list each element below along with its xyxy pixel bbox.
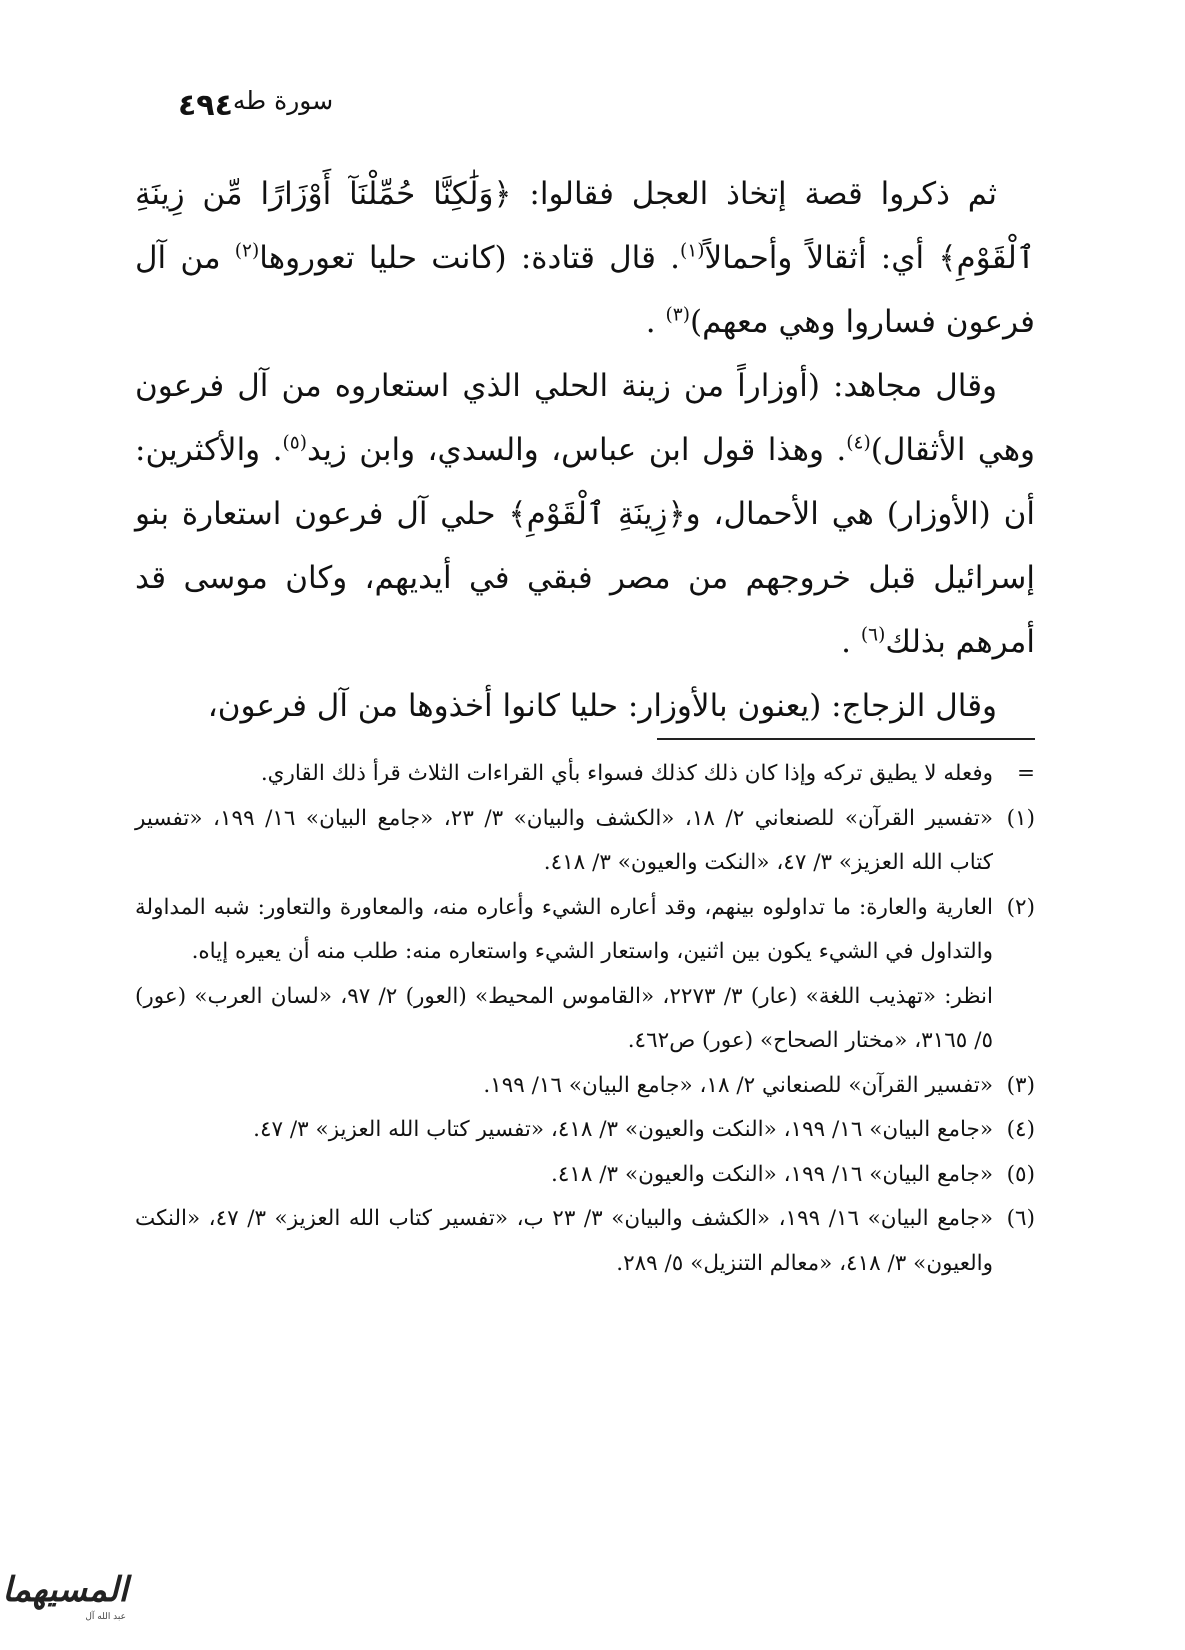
text-run: . <box>841 624 861 660</box>
footnote-text: انظر: «تهذيب اللغة» (عار) ٣/ ٢٢٧٣، «القاموس المحيط» (العور) ٢/ ٩٧، «لسان العرب» (عور) ٥/ ٣١٦٥، «مختار الصحاح» (عور) ص٤٦٢. <box>135 983 993 1053</box>
footnote-mark: (٤) <box>1006 1117 1035 1142</box>
footnote-text: «جامع البيان» ١٦/ ١٩٩، «النكت والعيون» ٣/ ٤١٨، «تفسير كتاب الله العزيز» ٣/ ٤٧. <box>253 1117 993 1142</box>
text-run: . قال قتادة: (كانت حليا تعوروها <box>259 240 681 276</box>
text-run: ثم ذكروا قصة إتخاذ العجل فقالوا: ﴿وَلَٰكِنَّا حُمِّلْنَآ أَوْزَارًا مِّن زِينَةِ ٱلْقَوْمِ﴾ أي: أثقالاً وأحمالاً <box>135 176 1035 276</box>
footnote-ref-2: (٢) <box>234 240 260 262</box>
footnote-text: «جامع البيان» ١٦/ ١٩٩، «النكت والعيون» ٣/ ٤١٨. <box>550 1161 993 1187</box>
footnote-ref-5: (٥) <box>282 432 307 454</box>
text-run: وقال مجاهد: (أوزاراً من زينة الحلي الذي استعاروه من آل فرعون وهي الأثقال) <box>135 368 1036 468</box>
footnote-text: «تفسير القرآن» للصنعاني ٢/ ١٨، «جامع البيان» ١٦/ ١٩٩. <box>483 1072 993 1098</box>
footnote-mark: (٦) <box>1006 1206 1035 1231</box>
footnote-continuation <box>135 752 1035 797</box>
footnote-1 <box>135 797 1035 886</box>
footnote-2 <box>135 886 1035 975</box>
footnote-mark: = <box>1016 761 1035 786</box>
footnote-5 <box>135 1153 1035 1198</box>
footnote-text: «جامع البيان» ١٦/ ١٩٩، «الكشف والبيان» ٣/ ٢٣ ب، «تفسير كتاب الله العزيز» ٣/ ٤٧، «النكت والعيون» ٣/ ٤١٨، «معالم التنزيل» ٥/ ٢٨٩. <box>135 1206 994 1276</box>
page-number: ٤٩٤ <box>178 88 233 123</box>
footnote-ref-6: (٦) <box>860 624 886 646</box>
footnote-mark: (١) <box>1006 805 1035 831</box>
surah-title: سورة طه <box>232 86 334 115</box>
footnotes <box>135 752 1035 1286</box>
footnote-4 <box>135 1108 1035 1153</box>
main-text <box>135 162 1035 738</box>
footnote-text: وفعله لا يطيق تركه وإذا كان ذلك كذلك فسواء بأي القراءات الثلاث قرأ ذلك القاري. <box>260 761 993 786</box>
footnote-mark: (٣) <box>1006 1072 1035 1098</box>
footnote-mark: (٥) <box>1006 1161 1035 1187</box>
footnote-ref-1: (١) <box>680 240 705 262</box>
text-run: . وهذا قول ابن عباس، والسدي، وابن زيد <box>306 432 847 468</box>
footnote-2-sources <box>135 975 1035 1064</box>
footnote-3 <box>135 1064 1035 1109</box>
text-run: . <box>645 304 666 340</box>
footnote-ref-3: (٣) <box>665 304 691 326</box>
text-run: من آل فرعون فساروا وهي معهم) <box>135 240 1035 340</box>
paragraph-2 <box>135 354 1035 674</box>
paragraph-3: وقال الزجاج: (يعنون بالأوزار: حليا كانوا أخذوها من آل فرعون، <box>207 688 997 724</box>
text-run: . والأكثرين: أن (الأوزار) هي الأحمال، و﴿زِينَةِ ٱلْقَوْمِ﴾ حلي آل فرعون استعارة بنو إسرائيل قبل خروجهم من مصر فبقي في أيديهم، وكان موسى قد أمرهم بذلك <box>135 432 1035 660</box>
stamp-sub-text: عبد الله آل <box>85 1612 126 1622</box>
footnote-6 <box>135 1197 1035 1286</box>
page-header <box>0 82 1185 132</box>
footnote-text: «تفسير القرآن» للصنعاني ٢/ ١٨، «الكشف والبيان» ٣/ ٢٣، «جامع البيان» ١٦/ ١٩٩، «تفسير كتاب الله العزيز» ٣/ ٤٧، «النكت والعيون» ٣/ ٤١٨. <box>135 805 994 875</box>
footnote-mark: (٢) <box>1006 894 1035 920</box>
stamp-main-text: المسيهما <box>2 1570 128 1610</box>
paragraph-1 <box>135 162 1035 354</box>
footnote-text: العارية والعارة: ما تداولوه بينهم، وقد أعاره الشيء وأعاره منه، والمعاورة والتعاور: شبه المداولة والتداول في الشيء يكون بين اثنين، واستعار الشيء واستعاره منه: طلب منه أن يعيره إياه. <box>135 894 993 964</box>
publisher-stamp-logo <box>2 1568 132 1630</box>
footnote-ref-4: (٤) <box>846 432 871 454</box>
footnote-divider <box>657 738 1035 740</box>
